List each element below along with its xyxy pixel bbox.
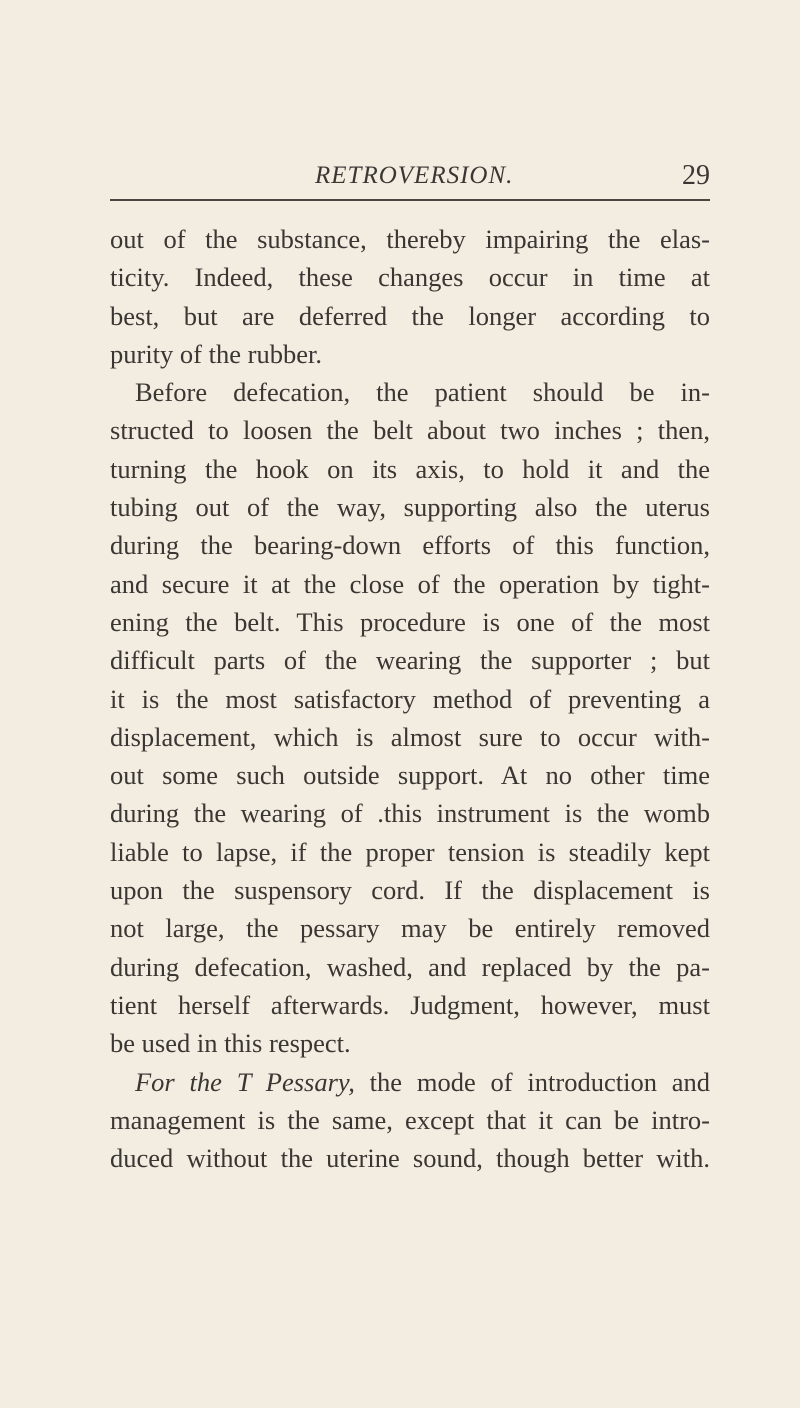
text-line: not large, the pessary may be entirely removed — [110, 913, 710, 944]
page-number: 29 — [682, 160, 710, 191]
text-line: tient herself afterwards. Judgment, however, must — [110, 989, 710, 1020]
running-title: RETROVERSION. — [315, 162, 514, 189]
text-line: ticity. Indeed, these changes occur in time at — [110, 262, 710, 293]
text-line: during the bearing-down efforts of this function, — [110, 530, 710, 561]
text-line: duced without the uterine sound, though better with. — [110, 1143, 710, 1174]
text-line: management is the same, except that it can be intro- — [110, 1104, 710, 1135]
text-line: during the wearing of .this instrument is the womb — [110, 798, 710, 829]
running-head — [110, 158, 710, 198]
text-line: tubing out of the way, supporting also the uterus — [110, 492, 710, 523]
header-rule — [110, 199, 710, 201]
text-line: out of the substance, thereby impairing the elas- — [110, 224, 710, 254]
text-line: displacement, which is almost sure to occur with- — [110, 721, 710, 752]
text-line: best, but are deferred the longer according to — [110, 300, 710, 331]
body-text — [110, 220, 710, 1177]
italic-lead: For the T Pessary, — [135, 1066, 355, 1097]
text-line: upon the suspensory cord. If the displacement is — [110, 875, 710, 906]
text-line: during defecation, washed, and replaced by the pa- — [110, 951, 710, 982]
text-line: it is the most satisfactory method of preventing a — [110, 683, 710, 714]
text-line: Before defecation, the patient should be in- — [135, 377, 710, 408]
text-line: difficult parts of the wearing the supporter ; but — [110, 645, 710, 676]
text-line: ening the belt. This procedure is one of the most — [110, 606, 710, 637]
text-line: purity of the rubber. — [110, 338, 322, 369]
text-line: out some such outside support. At no other time — [110, 760, 710, 791]
text-line-rest: the mode of introduction and — [369, 1066, 711, 1097]
text-line: be used in this respect. — [110, 1028, 351, 1059]
text-line — [110, 1063, 710, 1101]
text-line: structed to loosen the belt about two inches ; then, — [110, 415, 710, 446]
text-line: liable to lapse, if the proper tension is steadily kept — [110, 836, 710, 867]
text-line: turning the hook on its axis, to hold it and the — [110, 453, 710, 484]
text-line: and secure it at the close of the operation by tight- — [110, 568, 710, 599]
